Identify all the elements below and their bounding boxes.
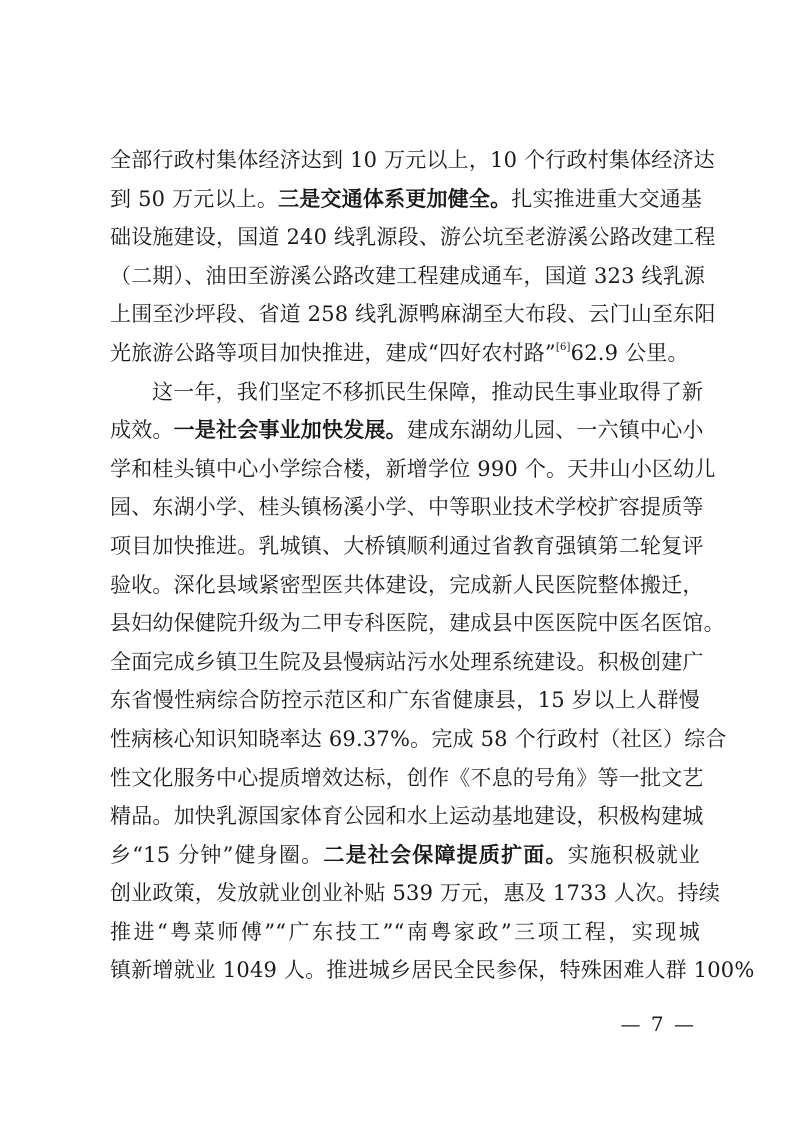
paragraph-line: 乡“15 分钟”健身圈。二是社会保障提质扩面。实施积极就业 — [110, 842, 700, 867]
paragraph-line: 县妇幼保健院升级为二甲专科医院，建成县中医医院中医名医馆。 — [110, 611, 725, 636]
paragraph-line: 础设施建设，国道 240 线乳源段、游公坑至老游溪公路改建工程 — [110, 225, 716, 250]
paragraph-line: 成效。一是社会事业加快发展。建成东湖幼儿园、一六镇中心小 — [110, 418, 704, 443]
paragraph-line: 全部行政村集体经济达到 10 万元以上，10 个行政村集体经济达 — [110, 148, 715, 172]
paragraph-line: 全面完成乡镇卫生院及县慢病站污水处理系统建设。积极创建广 — [110, 649, 704, 674]
page-number: — 7 — — [620, 1012, 696, 1036]
paragraph-line: 东省慢性病综合防控示范区和广东省健康县，15 岁以上人群慢 — [110, 688, 700, 713]
paragraph-line: 验收。深化县域紧密型医共体建设，完成新人民医院整体搬迁， — [110, 572, 704, 597]
paragraph-line: （二期）、油田至游溪公路改建工程建成通车，国道 323 线乳源 — [110, 263, 706, 288]
paragraph-line: 到 50 万元以上。三是交通体系更加健全。扎实推进重大交通基 — [110, 186, 703, 211]
body-text — [110, 141, 755, 990]
paragraph-line: 性文化服务中心提质增效达标，创作《不息的号角》等一批文艺 — [110, 765, 704, 790]
paragraph-line: 精品。加快乳源国家体育公园和水上运动基地建设，积极构建城 — [110, 804, 704, 829]
footnote-reference: [6] — [555, 341, 571, 353]
paragraph-line: 学和桂头镇中心小学综合楼，新增学位 990 个。天井山小区幼儿 — [110, 456, 716, 481]
bold-heading: 三是交通体系更加健全。 — [278, 186, 512, 211]
bold-heading: 二是社会保障提质扩面。 — [323, 842, 568, 867]
paragraph-line: 创业政策，发放就业创业补贴 539 万元，惠及 1733 人次。持续 — [110, 881, 721, 906]
paragraph-line: 推进“粤菜师傅”“广东技工”“南粤家政”三项工程，实现城 — [110, 919, 700, 944]
paragraph-line: 项目加快推进。乳城镇、大桥镇顺利通过省教育强镇第二轮复评 — [110, 533, 704, 558]
paragraph-line: 上围至沙坪段、省道 258 线乳源鸭麻湖至大布段、云门山至东阳 — [110, 302, 716, 327]
paragraph-line: 这一年，我们坚定不移抓民生保障，推动民生事业取得了新 — [152, 379, 704, 404]
paragraph-line: 性病核心知识知晓率达 69.37%。完成 58 个行政村（社区）综合 — [110, 726, 727, 751]
bold-heading: 一是社会事业加快发展。 — [173, 418, 407, 443]
paragraph-line: 园、东湖小学、桂头镇杨溪小学、中等职业技术学校扩容提质等 — [110, 495, 704, 520]
paragraph-line: 镇新增就业 1049 人。推进城乡居民全民参保，特殊困难人群 100% — [110, 958, 755, 983]
paragraph-line: 光旅游公路等项目加快推进，建成“四好农村路”[6]62.9 公里。 — [110, 340, 689, 365]
